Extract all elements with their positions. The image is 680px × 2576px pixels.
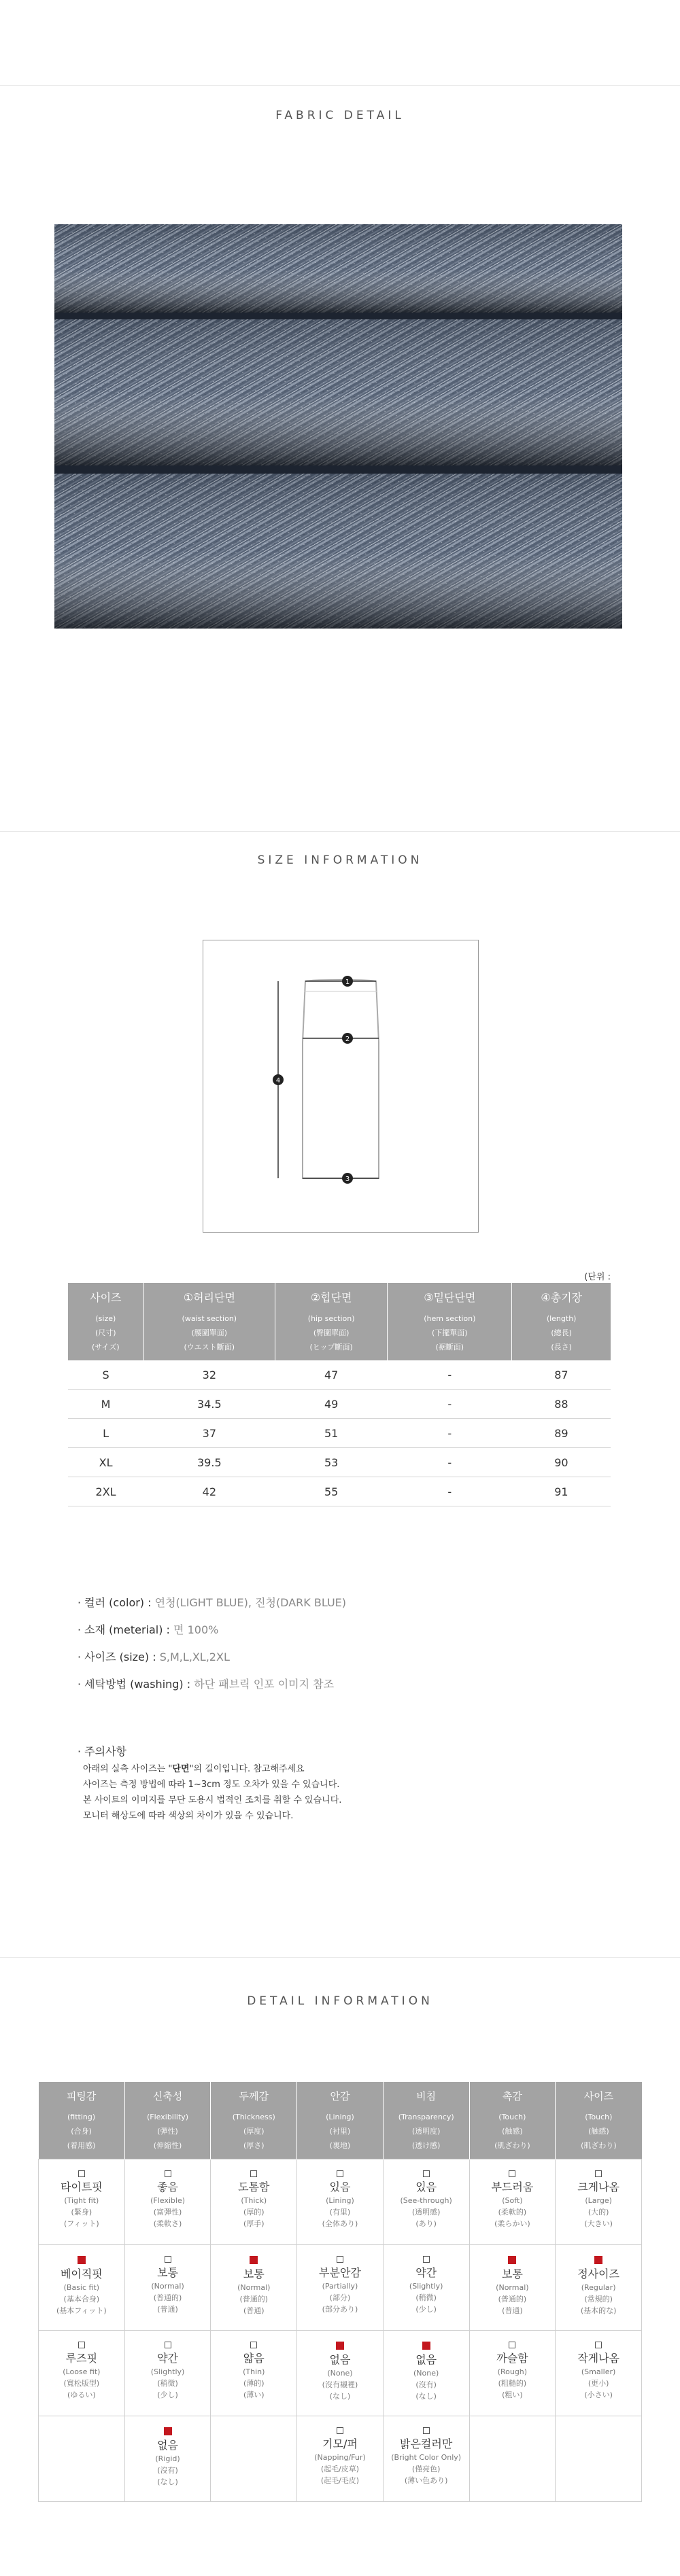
detail-option [211,2159,296,2229]
svg-text:3: 3 [345,1176,350,1183]
detail-option-label: 얇음 [243,2352,265,2365]
divider-detail [0,1957,680,1958]
detail-header-sub: (fitting) [67,2112,96,2121]
detail-option [384,2416,469,2486]
detail-option-sub: (Thick) [241,2196,267,2205]
size-header-sub: (臀圍單面) [313,1328,350,1337]
size-header-sub: (size) [95,1314,116,1323]
detail-option-sub: (部分あり) [322,2305,358,2314]
detail-option-sub: (基本フィット) [56,2306,107,2315]
detail-option-sub: (基本的な) [580,2306,617,2315]
size-header-sub: (hip section) [307,1314,355,1323]
detail-header-sub: (透明度) [411,2126,441,2136]
size-header-sub: (length) [546,1314,577,1323]
detail-option-label: 있음 [329,2181,351,2193]
checkbox-icon [250,2342,257,2348]
detail-header-sub: (触感) [588,2126,609,2136]
checkbox-icon [595,2342,602,2348]
detail-header-title: 안감 [330,2089,350,2102]
detail-option-sub: (粗い) [502,2390,523,2399]
detail-option-sub: (なし) [329,2392,351,2401]
detail-header-2 [211,2082,297,2159]
detail-option-sub: (起毛/皮草) [320,2465,360,2473]
detail-option-sub: (ゆるい) [67,2390,96,2399]
detail-cell [383,2416,469,2502]
checkbox-icon [423,2256,430,2263]
detail-header-4 [383,2082,469,2159]
detail-cell [556,2331,642,2416]
checkbox-icon [509,2170,515,2177]
detail-header-sub: (伸縮性) [153,2140,182,2150]
checked-box-icon [250,2256,258,2264]
detail-option-sub: (少し) [157,2390,178,2399]
detail-option-sub: (なし) [415,2392,437,2401]
detail-option-label: 기모/퍼 [322,2437,358,2450]
checked-box-icon [336,2342,344,2350]
size-cell: - [388,1477,512,1506]
detail-option [556,2159,641,2229]
detail-option [556,2245,641,2316]
detail-option-sub: (大的) [588,2208,609,2217]
detail-header-title: 사이즈 [583,2089,614,2102]
detail-option-sub: (沒有襯裡) [322,2380,358,2389]
checkbox-icon [423,2427,430,2434]
detail-header-sub: (肌ざわり) [494,2140,530,2150]
size-row [68,1390,611,1419]
detail-option-label: 없음 [157,2439,179,2452]
detail-option [39,2245,124,2316]
size-cell: 53 [275,1448,388,1477]
checked-box-icon [508,2256,516,2264]
detail-option-sub: (Large) [585,2196,612,2205]
checkbox-icon [595,2170,602,2177]
detail-option [384,2159,469,2229]
size-row [68,1477,611,1506]
detail-option-label: 밝은컬러만 [400,2437,453,2450]
checkbox-icon [78,2170,85,2177]
detail-option [297,2159,383,2229]
size-cell: 88 [512,1390,611,1419]
detail-option-label: 없음 [329,2353,351,2366]
detail-header-sub: (Touch) [498,2112,526,2121]
detail-option [125,2159,211,2229]
detail-option-label: 있음 [415,2181,437,2193]
size-header-3 [388,1283,512,1360]
detail-row [39,2159,642,2245]
detail-option [125,2331,211,2401]
detail-option [470,2331,556,2401]
size-row [68,1419,611,1448]
detail-option-sub: (富彈性) [153,2208,182,2217]
detail-option-sub: (普通) [157,2305,178,2314]
detail-cell [556,2245,642,2331]
detail-option-sub: (あり) [415,2219,437,2228]
detail-header-title: 촉감 [502,2089,522,2102]
size-cell: 37 [143,1419,275,1448]
detail-header-sub: (Touch) [585,2112,613,2121]
detail-option-sub: (None) [413,2369,439,2378]
detail-cell [211,2416,297,2502]
detail-header-sub: (厚度) [243,2126,265,2136]
detail-option-sub: (なし) [157,2477,178,2486]
detail-option-sub: (Rigid) [155,2454,180,2463]
detail-option-label: 타이트핏 [60,2181,103,2193]
detail-option [39,2159,124,2229]
size-header-sub: (尺寸) [95,1328,116,1337]
size-header-sub: (waist section) [182,1314,237,1323]
size-cell: - [388,1390,512,1419]
detail-cell [211,2331,297,2416]
detail-option-sub: (普通的) [498,2295,527,2304]
detail-option-sub: (小さい) [584,2390,613,2399]
checkbox-icon [423,2170,430,2177]
detail-option-sub: (緊身) [71,2208,92,2217]
size-cell: 32 [143,1360,275,1390]
checkbox-icon [509,2342,515,2348]
detail-option-sub: (基本合身) [63,2295,100,2304]
detail-cell [469,2245,556,2331]
detail-option [125,2416,211,2488]
detail-cell [124,2331,211,2416]
detail-option-sub: (Rough) [497,2367,528,2376]
detail-option-sub: (普通的) [239,2295,269,2304]
detail-header-title: 피팅감 [66,2089,97,2102]
detail-header-sub: (Flexibility) [147,2112,189,2121]
size-cell: - [388,1419,512,1448]
detail-option-sub: (Normal) [237,2283,271,2292]
detail-option [297,2331,383,2402]
detail-cell [469,2331,556,2416]
detail-option-sub: (Smaller) [581,2367,616,2376]
detail-option [39,2331,124,2401]
size-cell: - [388,1360,512,1390]
checkbox-icon [250,2170,257,2177]
detail-header-sub: (Lining) [326,2112,354,2121]
detail-cell [124,2245,211,2331]
detail-cell [383,2331,469,2416]
detail-cell [297,2159,384,2245]
detail-option-sub: (Thin) [243,2367,265,2376]
detail-option-label: 보통 [501,2268,523,2280]
detail-option [556,2331,641,2401]
detail-option-sub: (僅亮色) [411,2465,441,2473]
size-cell: 89 [512,1419,611,1448]
detail-header-6 [556,2082,642,2159]
detail-option-sub: (沒有) [157,2466,178,2475]
detail-cell [383,2159,469,2245]
detail-header-0 [39,2082,125,2159]
detail-option-sub: (透明感) [411,2208,441,2217]
detail-option [470,2245,556,2316]
size-cell: 90 [512,1448,611,1477]
detail-header-sub: (厚さ) [243,2140,265,2150]
detail-option-sub: (Tight fit) [64,2196,99,2205]
detail-option-sub: (Basic fit) [63,2283,100,2292]
detail-header-sub: (透け感) [411,2140,441,2150]
detail-option-sub: (普通的) [153,2293,182,2302]
unit-label: (단위 : [584,1272,611,1282]
detail-header-sub: (彈性) [157,2126,178,2136]
detail-option [297,2245,383,2315]
detail-option-sub: (Loose fit) [63,2367,101,2376]
size-header-sub: (腰圍單面) [191,1328,228,1337]
size-cell: 51 [275,1419,388,1448]
detail-header-title: 신축성 [152,2089,183,2102]
detail-cell [39,2331,125,2416]
checked-box-icon [164,2427,172,2435]
detail-option-sub: (常規的) [584,2295,613,2304]
detail-option [297,2416,383,2486]
size-header-title: ③밑단단면 [424,1291,476,1304]
detail-option-sub: (Normal) [151,2282,184,2291]
size-header-4 [512,1283,611,1360]
size-cell: 34.5 [143,1390,275,1419]
checked-box-icon [594,2256,602,2264]
fabric-photo [54,224,622,629]
divider-size [0,831,680,832]
marker-4 [273,1074,284,1085]
checkbox-icon [78,2342,85,2348]
detail-cell [297,2245,384,2331]
detail-cell [39,2245,125,2331]
detail-option-sub: (Normal) [496,2283,529,2292]
detail-cell [124,2159,211,2245]
detail-option-sub: (厚的) [243,2208,265,2217]
size-cell: 39.5 [143,1448,275,1477]
detail-option-label: 베이직핏 [60,2268,103,2280]
detail-option [211,2331,296,2401]
detail-cell [211,2245,297,2331]
detail-information-title: DETAIL INFORMATION [247,1994,433,2008]
size-cell: 87 [512,1360,611,1390]
size-cell: 55 [275,1477,388,1506]
size-cell: XL [68,1448,143,1477]
detail-row [39,2245,642,2331]
marker-3 [342,1173,353,1184]
size-header-2 [275,1283,388,1360]
detail-option-sub: (柔軟さ) [153,2219,182,2228]
size-table [68,1283,611,1506]
size-information-title: SIZE INFORMATION [257,853,423,867]
detail-header-3 [297,2082,384,2159]
detail-option-sub: (薄い) [243,2390,265,2399]
detail-option-sub: (Napping/Fur) [314,2453,366,2462]
skirt-size-diagram [203,940,479,1233]
detail-cell [556,2159,642,2245]
detail-option [470,2159,556,2229]
fabric-detail-title: FABRIC DETAIL [275,109,405,122]
size-cell: 91 [512,1477,611,1506]
detail-option-sub: (Regular) [581,2283,616,2292]
checkbox-icon [165,2170,171,2177]
detail-row [39,2416,642,2502]
detail-option [125,2245,211,2315]
detail-cell [297,2416,384,2502]
info-material: · 소재 (meterial) : 면 100% [78,1623,219,1636]
detail-option [384,2331,469,2402]
size-header-title: ④총기장 [541,1291,582,1304]
size-cell: - [388,1448,512,1477]
info-washing: · 세탁방법 (washing) : 하단 패브릭 인포 이미지 참조 [78,1678,335,1691]
detail-option-sub: (稍微) [157,2379,178,2388]
detail-option-sub: (普通) [502,2306,523,2315]
detail-option-sub: (稍微) [415,2293,437,2302]
size-cell: 42 [143,1477,275,1506]
size-header-sub: (下擺單面) [432,1328,468,1337]
size-header-sub: (ウエスト斷面) [184,1343,235,1352]
detail-option-sub: (沒有) [415,2380,437,2389]
detail-header-sub: (衬里) [329,2126,351,2136]
detail-option-sub: (Lining) [326,2196,354,2205]
detail-option-sub: (Slightly) [409,2282,443,2291]
svg-text:1: 1 [345,978,350,986]
size-cell: 47 [275,1360,388,1390]
checked-box-icon [78,2256,86,2264]
detail-option-label: 부드러움 [491,2181,534,2193]
detail-option-sub: (粗糙的) [498,2379,527,2388]
detail-row [39,2331,642,2416]
size-row [68,1360,611,1390]
checkbox-icon [337,2427,343,2434]
svg-text:2: 2 [345,1036,350,1043]
detail-option-sub: (薄的) [243,2379,265,2388]
detail-option-sub: (Bright Color Only) [391,2453,462,2462]
detail-cell [39,2159,125,2245]
size-header-1 [143,1283,275,1360]
size-header-sub: (hem section) [424,1314,476,1323]
size-cell: 49 [275,1390,388,1419]
detail-option-sub: (Soft) [502,2196,523,2205]
skirt-outline [303,980,379,1178]
size-row [68,1448,611,1477]
detail-header-sub: (Thickness) [232,2112,275,2121]
detail-option-label: 작게나옴 [577,2352,620,2365]
detail-option-label: 부분안감 [319,2266,361,2279]
detail-header-title: 두께감 [239,2089,269,2102]
detail-option-label: 크게나옴 [577,2181,620,2193]
detail-option-label: 보통 [243,2268,265,2280]
detail-header-5 [469,2082,556,2159]
notice-text: 아래의 실측 사이즈는 "단면"의 길이입니다. 참고해주세요 사이즈는 측정 방법에 따라 1~3cm 정도 오차가 있을 수 있습니다. 본 사이트의 이미지를 무단 도용시 법적인 조치를 취할 수 있습니다. 모니터 해상도에 따라 색상의 차이가 있을 수 있습니다. [83,1764,342,1821]
detail-option-sub: (少し) [415,2305,437,2314]
detail-option-label: 없음 [415,2353,437,2366]
size-cell: L [68,1419,143,1448]
detail-header-sub: (Transparency) [398,2112,454,2121]
detail-option-label: 도톰함 [238,2181,270,2193]
detail-header-sub: (触感) [502,2126,523,2136]
detail-option-sub: (柔らかい) [494,2219,530,2228]
detail-table [38,2082,642,2502]
detail-cell [383,2245,469,2331]
size-header-sub: (サイズ) [91,1343,120,1352]
notice-title: · 주의사항 [78,1745,126,1758]
detail-option-sub: (厚手) [243,2219,265,2228]
detail-option-label: 좋음 [157,2181,179,2193]
detail-option-sub: (柔軟的) [498,2208,527,2217]
size-header-sub: (長さ) [551,1343,572,1352]
detail-option-label: 약간 [415,2266,437,2279]
size-header-title: ①허리단면 [183,1291,235,1304]
size-header-sub: (總長) [551,1328,572,1337]
detail-option-label: 보통 [157,2266,179,2279]
detail-option-sub: (普通) [243,2306,265,2315]
detail-header-sub: (合身) [71,2126,92,2136]
detail-option-label: 까슬함 [496,2352,528,2365]
size-header-0 [68,1283,143,1360]
detail-option [211,2245,296,2316]
detail-option-sub: (大きい) [584,2219,613,2228]
detail-option-sub: (Partially) [322,2282,358,2291]
size-header-sub: (ヒップ斷面) [309,1343,353,1352]
detail-cell [469,2159,556,2245]
detail-option-sub: (更小) [588,2379,609,2388]
size-cell: M [68,1390,143,1419]
marker-1 [342,976,353,987]
detail-header-title: 비침 [416,2089,437,2102]
detail-option-sub: (None) [327,2369,353,2378]
info-size: · 사이즈 (size) : S,M,L,XL,2XL [78,1651,230,1663]
svg-text:4: 4 [275,1077,281,1084]
checkbox-icon [337,2170,343,2177]
detail-option-sub: (寬松版型) [63,2379,100,2388]
detail-option-label: 정사이즈 [577,2268,620,2280]
size-header-sub: (裾斷面) [435,1343,464,1352]
checkbox-icon [165,2342,171,2348]
detail-option-sub: (部分) [329,2293,351,2302]
top-divider [0,85,680,86]
detail-option-sub: (薄い色あり) [404,2476,448,2485]
checked-box-icon [422,2342,430,2350]
marker-2 [342,1033,353,1044]
size-cell: 2XL [68,1477,143,1506]
detail-header-sub: (着用感) [67,2140,96,2150]
detail-option [384,2245,469,2315]
detail-cell [469,2416,556,2502]
detail-option-sub: (フィット) [64,2219,99,2228]
detail-option-label: 루즈핏 [65,2352,98,2365]
detail-option-sub: (See-through) [400,2196,452,2205]
detail-cell [556,2416,642,2502]
detail-cell [39,2416,125,2502]
detail-cell [124,2416,211,2502]
detail-header-sub: (肌ざわり) [581,2140,617,2150]
detail-option-sub: (全体あり) [322,2219,358,2228]
detail-option-sub: (有里) [329,2208,351,2217]
detail-option-sub: (Slightly) [150,2367,185,2376]
detail-option-sub: (起毛/毛皮) [320,2476,360,2485]
detail-header-1 [124,2082,211,2159]
size-header-title: ②힙단면 [310,1291,352,1304]
detail-cell [297,2331,384,2416]
info-color: · 컬러 (color) : 연청(LIGHT BLUE), 진청(DARK BLUE) [78,1596,347,1609]
detail-header-sub: (裏地) [329,2140,351,2150]
detail-cell [211,2159,297,2245]
checkbox-icon [337,2256,343,2263]
checkbox-icon [165,2256,171,2263]
size-header-title: 사이즈 [90,1291,122,1304]
size-cell: S [68,1360,143,1390]
detail-option-sub: (Flexible) [150,2196,186,2205]
detail-option-label: 약간 [157,2352,179,2365]
